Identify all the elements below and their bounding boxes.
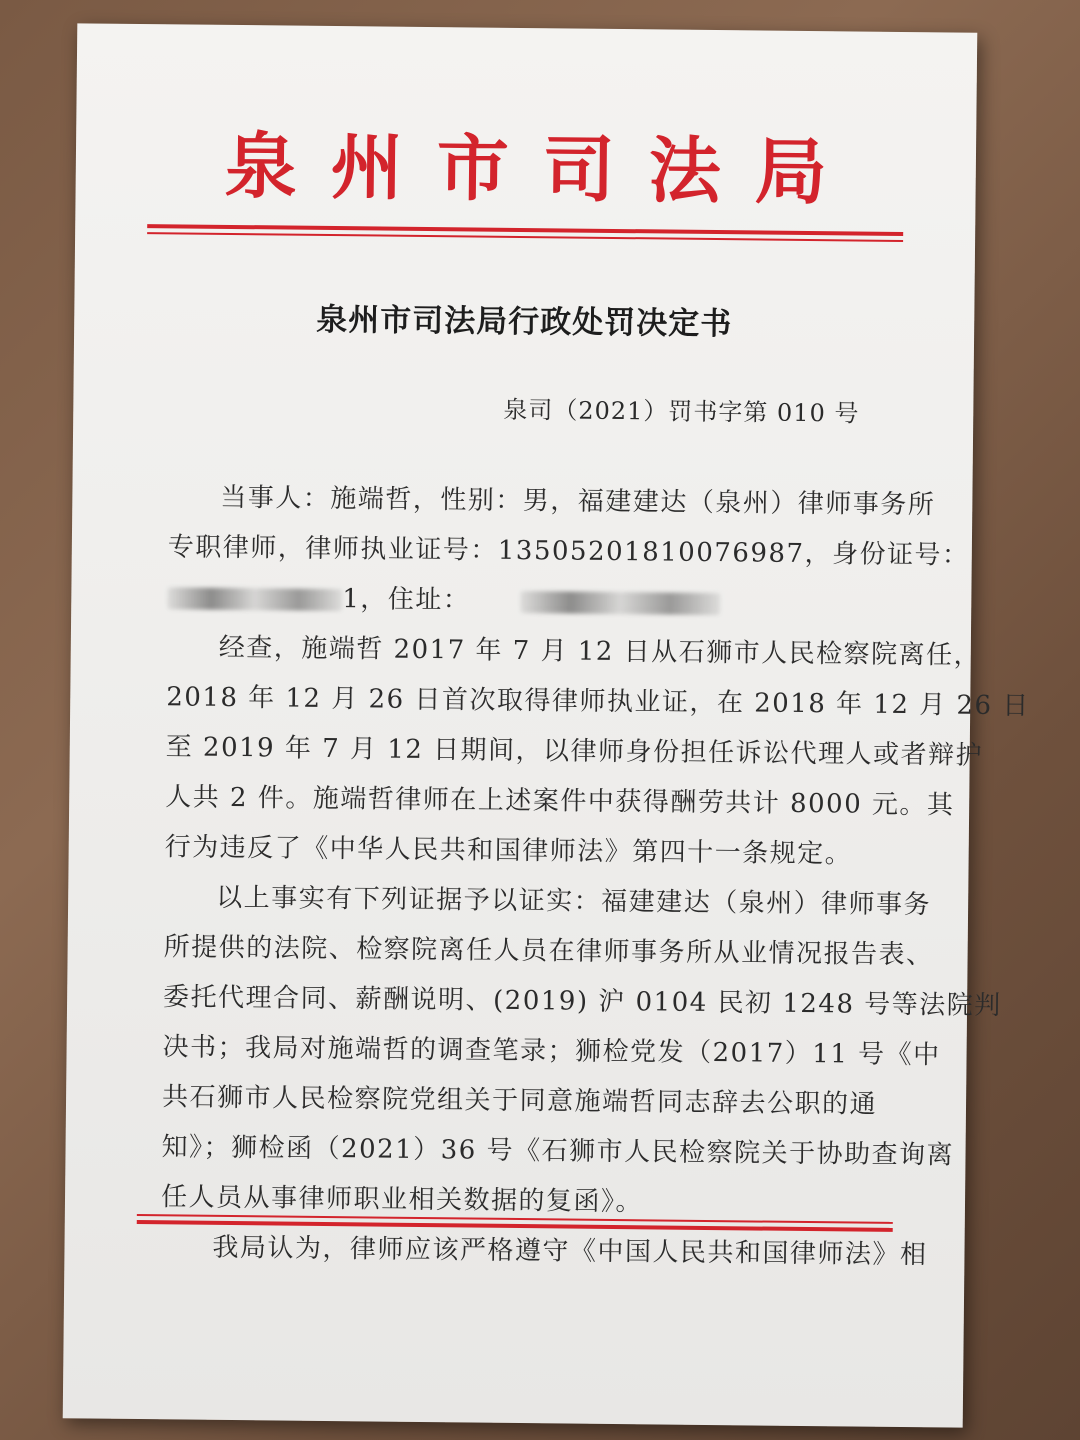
body-line: 任人员从事律师职业相关数据的复函》。 — [160, 1182, 644, 1218]
body-line: 至 2019 年 7 月 12 日期间，以律师身份担任诉讼代理人或者辩护 — [165, 732, 984, 771]
document-title: 泉州市司法局行政处罚决定书 — [316, 301, 733, 343]
body-line: 我局认为，律师应该严格遵守《中国人民共和国律师法》相 — [212, 1232, 928, 1271]
body-line: 当事人：施端哲，性别：男，福建建达（泉州）律师事务所 — [220, 482, 936, 521]
body-line-redacted — [167, 572, 927, 630]
redacted-id-number — [167, 587, 342, 611]
body-line: 专职律师，律师执业证号：13505201810076987，身份证号： — [167, 532, 970, 571]
body-line: 决书；我局对施端哲的调查笔录；狮检党发（2017）11 号《中 — [162, 1032, 941, 1071]
body-line-text: 1，住址： — [342, 584, 471, 616]
body-line: 以上事实有下列证据予以证实：福建建达（泉州）律师事务 — [216, 882, 932, 921]
body-line: 共石狮市人民检察院党组关于同意施端哲同志辞去公职的通 — [161, 1082, 878, 1120]
body-line: 知》；狮检函（2021）36 号《石狮市人民检察院关于协助查询离 — [161, 1132, 955, 1171]
body-line: 经查，施端哲 2017 年 7 月 12 日从石狮市人民检察院离任， — [218, 632, 982, 671]
body-line: 人共 2 件。施端哲律师在上述案件中获得酬劳共计 8000 元。其 — [165, 782, 955, 821]
body-line: 所提供的法院、检察院离任人员在律师事务所从业情况报告表、 — [163, 932, 934, 971]
body-line: 行为违反了《中华人民共和国律师法》第四十一条规定。 — [164, 832, 853, 870]
document-number: 泉司（2021）罚书字第 010 号 — [503, 395, 860, 428]
letterhead-red-rule — [147, 224, 903, 244]
body-line: 2018 年 12 月 26 日首次取得律师执业证，在 2018 年 12 月 26 日 — [166, 682, 1030, 722]
body-line: 委托代理合同、薪酬说明、(2019) 沪 0104 民初 1248 号等法院判 — [162, 982, 1002, 1022]
redacted-address — [520, 591, 720, 615]
letterhead-agency: 泉州市司法局 — [224, 122, 862, 215]
document-page — [63, 23, 1030, 1427]
document-body — [160, 472, 1030, 1280]
